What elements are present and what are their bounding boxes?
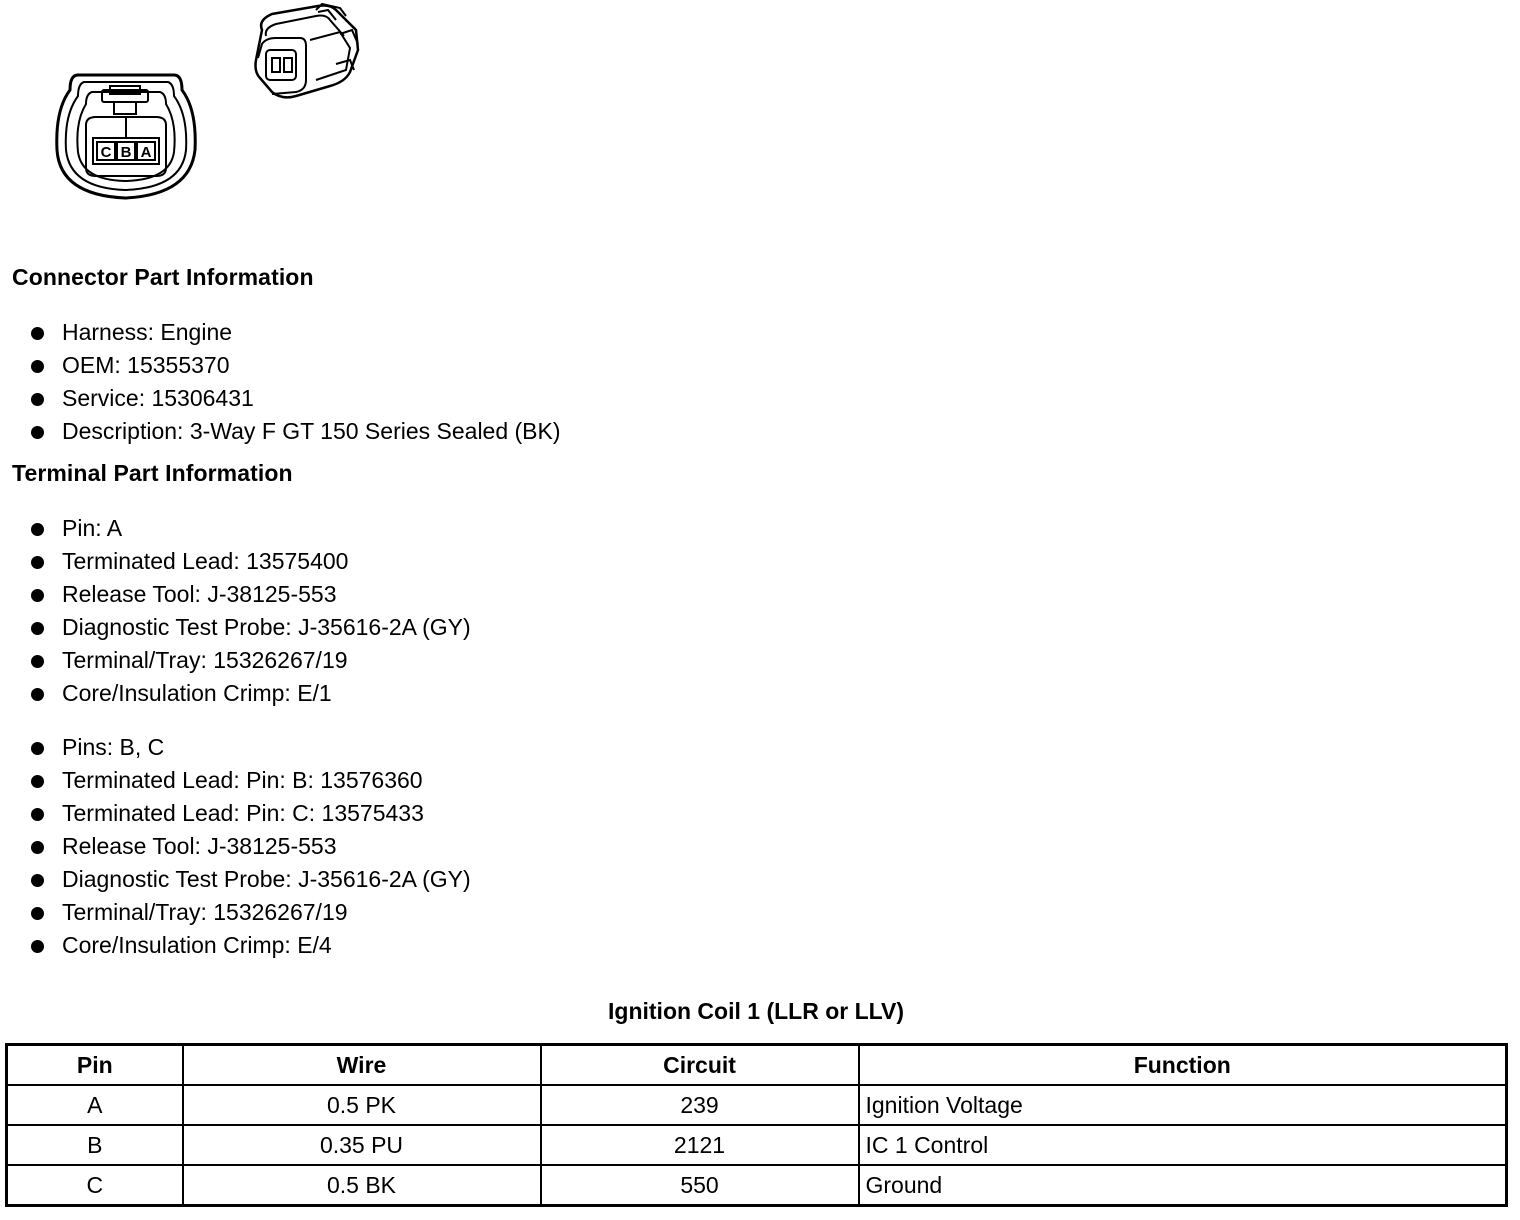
list-item	[28, 830, 471, 863]
table-caption: Ignition Coil 1 (LLR or LLV)	[608, 998, 904, 1024]
list-item	[28, 349, 561, 382]
bullet-icon	[31, 874, 44, 887]
cell-circuit: 239	[541, 1085, 859, 1125]
connector-face-view	[57, 75, 195, 198]
table-header-row	[7, 1045, 1507, 1086]
list-item	[28, 797, 471, 830]
list-item	[28, 731, 471, 764]
list-item-text: Terminated Lead: Pin: B: 13576360	[62, 767, 423, 793]
list-item-text: Diagnostic Test Probe: J-35616-2A (GY)	[62, 614, 471, 640]
cell-wire: 0.5 PK	[183, 1085, 541, 1125]
list-item	[28, 578, 471, 611]
list-item-text: Pins: B, C	[62, 734, 165, 760]
list-item-text: Release Tool: J-38125-553	[62, 581, 337, 607]
terminal-part-info-list-pin-a	[28, 512, 471, 710]
bullet-icon	[31, 655, 44, 668]
list-item-text: Terminated Lead: Pin: C: 13575433	[62, 800, 424, 826]
connector-isometric-view	[256, 4, 359, 97]
list-item-text: Terminated Lead: 13575400	[62, 548, 349, 574]
bullet-icon	[31, 940, 44, 953]
column-header-function: Function	[859, 1045, 1507, 1086]
bullet-icon	[31, 775, 44, 788]
list-item	[28, 545, 471, 578]
table-row	[7, 1085, 1507, 1125]
list-item-text: Description: 3-Way F GT 150 Series Sealed (BK)	[62, 418, 561, 444]
list-item	[28, 316, 561, 349]
cell-circuit: 2121	[541, 1125, 859, 1165]
list-item-text: Terminal/Tray: 15326267/19	[62, 647, 348, 673]
list-item	[28, 644, 471, 677]
cavity-label-b: B	[120, 144, 132, 161]
connector-part-info-list	[28, 316, 561, 448]
terminal-part-info-heading: Terminal Part Information	[12, 460, 293, 486]
bullet-icon	[31, 688, 44, 701]
list-item-text: Release Tool: J-38125-553	[62, 833, 337, 859]
cell-circuit: 550	[541, 1165, 859, 1206]
bullet-icon	[31, 393, 44, 406]
bullet-icon	[31, 556, 44, 569]
cell-pin: A	[7, 1085, 183, 1125]
table-row	[7, 1165, 1507, 1206]
bullet-icon	[31, 742, 44, 755]
bullet-icon	[31, 907, 44, 920]
cell-wire: 0.5 BK	[183, 1165, 541, 1206]
list-item-text: Terminal/Tray: 15326267/19	[62, 899, 348, 925]
cell-pin: C	[7, 1165, 183, 1206]
column-header-wire: Wire	[183, 1045, 541, 1086]
list-item-text: Diagnostic Test Probe: J-35616-2A (GY)	[62, 866, 471, 892]
list-item-text: Core/Insulation Crimp: E/4	[62, 932, 332, 958]
list-item	[28, 677, 471, 710]
list-item-text: Pin: A	[62, 515, 123, 541]
list-item	[28, 863, 471, 896]
cavity-label-c: C	[100, 144, 112, 161]
bullet-icon	[31, 808, 44, 821]
list-item	[28, 512, 471, 545]
column-header-circuit: Circuit	[541, 1045, 859, 1086]
terminal-part-info-list-pins-bc	[28, 731, 471, 962]
bullet-icon	[31, 360, 44, 373]
list-item	[28, 929, 471, 962]
list-item	[28, 764, 471, 797]
bullet-icon	[31, 841, 44, 854]
cell-wire: 0.35 PU	[183, 1125, 541, 1165]
list-item	[28, 382, 561, 415]
bullet-icon	[31, 622, 44, 635]
connector-part-info-heading: Connector Part Information	[12, 264, 314, 290]
list-item	[28, 896, 471, 929]
list-item-text: Harness: Engine	[62, 319, 233, 345]
list-item	[28, 415, 561, 448]
cell-function: IC 1 Control	[859, 1125, 1507, 1165]
connector-diagram	[0, 0, 400, 215]
cell-pin: B	[7, 1125, 183, 1165]
bullet-icon	[31, 327, 44, 340]
list-item-text: Core/Insulation Crimp: E/1	[62, 680, 332, 706]
cell-function: Ignition Voltage	[859, 1085, 1507, 1125]
column-header-pin: Pin	[7, 1045, 183, 1086]
pin-table	[5, 1043, 1508, 1207]
list-item	[28, 611, 471, 644]
table-row	[7, 1125, 1507, 1165]
cavity-label-a: A	[140, 144, 152, 161]
bullet-icon	[31, 589, 44, 602]
cell-function: Ground	[859, 1165, 1507, 1206]
bullet-icon	[31, 523, 44, 536]
list-item-text: Service: 15306431	[62, 385, 254, 411]
bullet-icon	[31, 426, 44, 439]
list-item-text: OEM: 15355370	[62, 352, 230, 378]
